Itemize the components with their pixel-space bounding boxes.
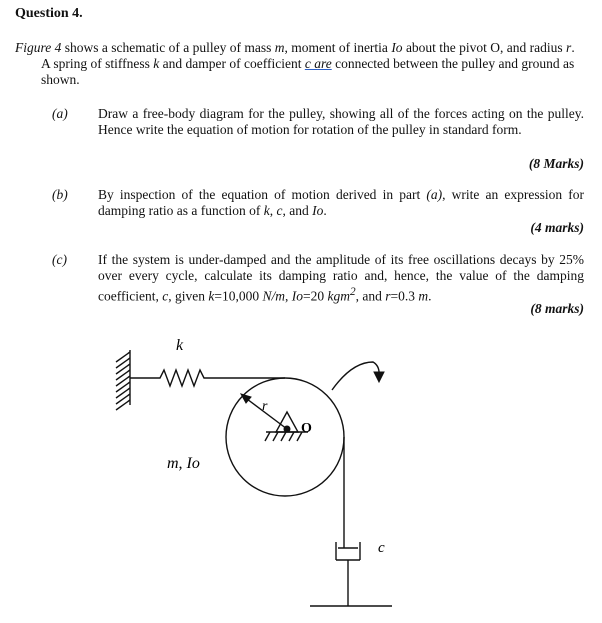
rotation-arrow bbox=[332, 362, 379, 390]
part-c-label: (c) bbox=[52, 252, 67, 267]
part-b-text-3: , bbox=[269, 203, 277, 218]
wall-hatching bbox=[116, 352, 130, 410]
part-b-marks: (4 marks) bbox=[530, 220, 584, 235]
symbol-io: Io bbox=[391, 40, 403, 55]
symbol-m: m bbox=[274, 40, 285, 55]
part-c-symbol-k: k bbox=[208, 288, 215, 304]
symbol-r: r bbox=[566, 40, 572, 55]
pivot-hatching bbox=[265, 432, 302, 441]
part-b-symbol-k: k bbox=[263, 203, 270, 218]
part-c-text-2: , given bbox=[168, 288, 209, 304]
pivot-label: O bbox=[301, 421, 312, 436]
intro-text-4: . A spring of stiffness bbox=[41, 40, 575, 71]
part-c-io-unit: kgm bbox=[327, 288, 350, 304]
part-c-io-exponent: 2 bbox=[349, 286, 356, 298]
intro-text-3: about the pivot O, and radius bbox=[402, 40, 567, 55]
part-c-marks: (8 marks) bbox=[530, 301, 584, 316]
radius-label: r bbox=[262, 399, 268, 414]
part-c-symbol-c: c bbox=[162, 288, 169, 304]
spring bbox=[130, 370, 285, 386]
spring-label: k bbox=[176, 337, 184, 354]
part-b-label: (b) bbox=[52, 187, 68, 202]
part-a-label: (a) bbox=[52, 106, 68, 121]
symbol-c-are: c are bbox=[304, 56, 332, 71]
intro-text-6: connected between the pulley and ground as shown. bbox=[41, 56, 575, 87]
part-a-marks: (8 Marks) bbox=[528, 156, 584, 171]
question-title: Question 4. bbox=[15, 6, 83, 21]
figure-reference: Figure 4 bbox=[15, 40, 62, 55]
part-c-r-value: =0.3 bbox=[390, 288, 419, 304]
part-b-symbol-c: c bbox=[276, 203, 283, 218]
rotation-arrowhead bbox=[374, 372, 384, 382]
mass-inertia-label: m, Io bbox=[167, 455, 200, 472]
part-c-text-1: If the system is under-damped and the amplitude of its free oscillations decays by 25% over every cycle, calculate its damping ratio and, hence, the value of the damping coefficient, bbox=[98, 252, 584, 304]
part-b-symbol-io: Io bbox=[312, 203, 324, 218]
damper-label: c bbox=[378, 540, 385, 556]
part-b-text-2: , write an expression for damping ratio as a function of bbox=[98, 187, 584, 218]
part-b-text-1: By inspection of the equation of motion derived in part bbox=[98, 187, 427, 202]
part-c-text-3: , bbox=[284, 288, 292, 304]
part-b-ref: (a) bbox=[426, 187, 443, 202]
part-c-symbol-r: r bbox=[385, 288, 391, 304]
part-c-symbol-io: Io bbox=[291, 288, 303, 304]
intro-text-5: and damper of coefficient bbox=[159, 56, 305, 71]
part-c-k-value: =10,000 bbox=[214, 288, 263, 304]
pivot-point bbox=[284, 426, 291, 433]
part-b-text-5: . bbox=[323, 203, 327, 218]
part-c-r-unit: m bbox=[418, 288, 429, 304]
part-c-io-value: =20 bbox=[302, 288, 328, 304]
part-c-k-unit: N/m bbox=[262, 288, 285, 304]
part-b-text-4: , and bbox=[282, 203, 313, 218]
part-a-text: Draw a free-body diagram for the pulley, showing all of the forces acting on the pulley. Hence write the equation of motion for rotation of the pulley in standard form. bbox=[98, 106, 584, 137]
part-c-text-4: , and bbox=[355, 288, 386, 304]
symbol-k: k bbox=[153, 56, 160, 71]
intro-text-1: shows a schematic of a pulley of mass bbox=[61, 40, 275, 55]
part-c-text-5: . bbox=[428, 288, 432, 304]
intro-text-2: , moment of inertia bbox=[284, 40, 392, 55]
